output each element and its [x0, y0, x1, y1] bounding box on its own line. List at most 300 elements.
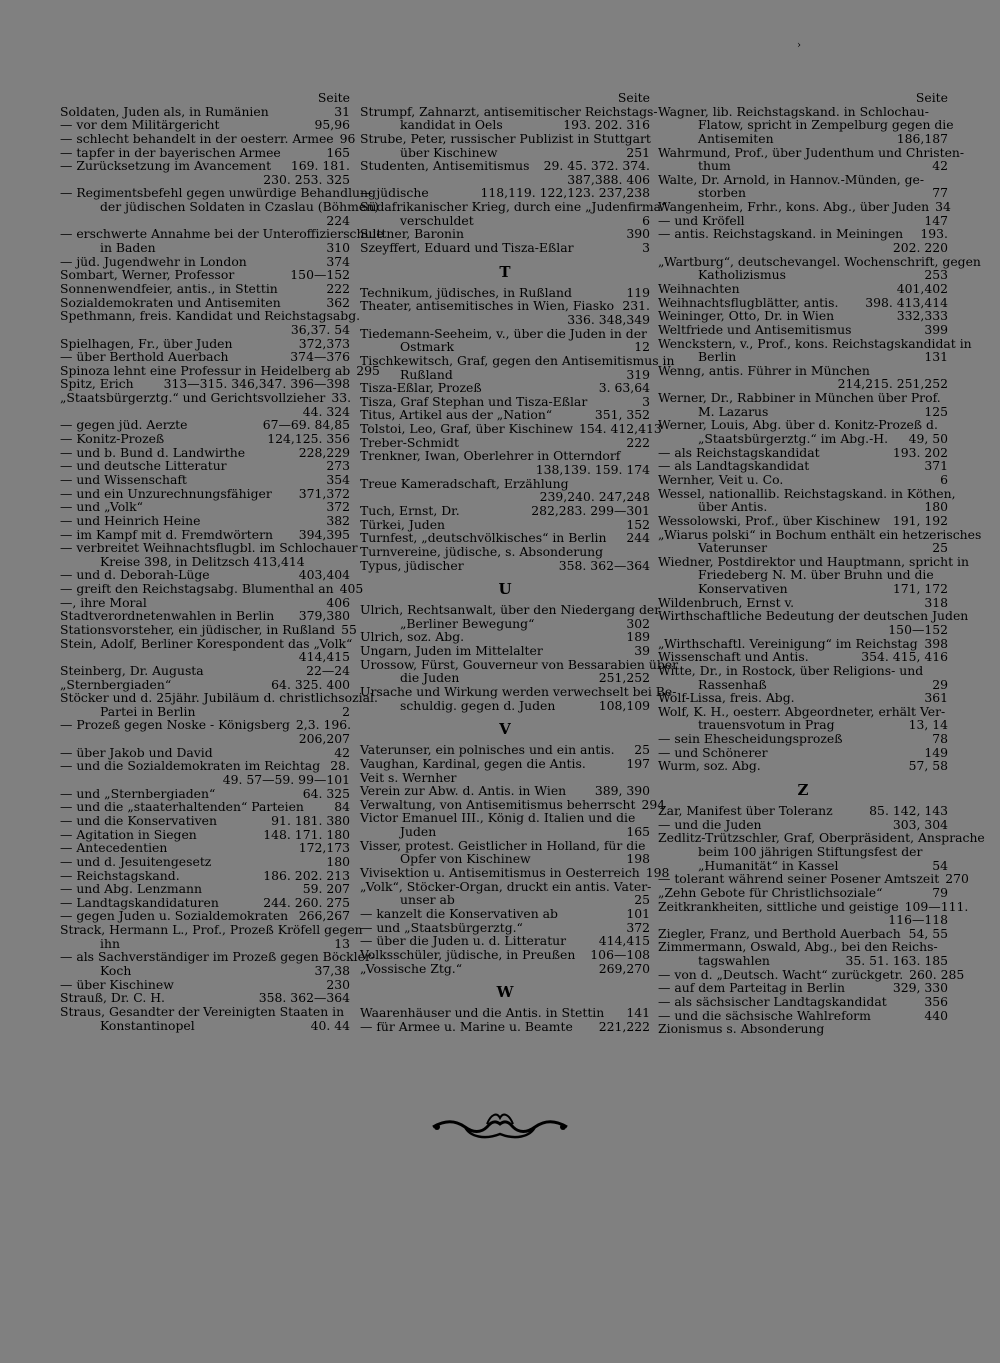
index-entry-text: — kanzelt die Konservativen ab	[360, 905, 558, 921]
index-entry-line	[658, 830, 985, 846]
index-entry-text: Tuch, Ernst, Dr.	[360, 502, 460, 518]
index-entry-line	[360, 118, 650, 132]
index-column-2	[360, 90, 679, 1034]
index-page-refs: 78	[932, 731, 948, 747]
index-entry-line	[658, 818, 948, 832]
index-page-refs: 244	[626, 530, 650, 546]
index-page-refs	[644, 811, 650, 825]
index-page-refs: 231.	[622, 298, 650, 314]
index-page-refs: 131	[924, 349, 948, 365]
index-page-refs: 230. 253. 325	[263, 171, 350, 187]
index-entry-line	[360, 381, 650, 395]
index-entry-text: Ursache und Wirkung werden verwechselt bei Be-	[360, 683, 677, 699]
index-entry-line	[360, 948, 650, 962]
index-entry-line	[60, 540, 358, 556]
index-page-refs: 186,187	[896, 130, 948, 146]
index-entry-text: Wagner, lib. Reichstagskand. in Schlochau-	[658, 103, 929, 119]
index-page-refs: 260. 285	[909, 966, 965, 982]
index-page-refs: 318	[924, 594, 948, 610]
index-entry-text: Wolf, K. H., oesterr. Abgeordneter, erhält Ver-	[658, 703, 946, 719]
index-entry-line	[60, 391, 350, 405]
index-page-refs: 36,37. 54	[290, 321, 350, 337]
index-page-refs: 29	[932, 676, 948, 692]
index-page-refs: 13, 14	[908, 717, 948, 733]
index-entry-line	[60, 418, 350, 432]
index-entry-line	[60, 705, 350, 719]
index-page-refs: 310	[326, 240, 350, 256]
index-entry-text: — Konitz-Prozeß	[60, 431, 165, 447]
index-entry-line	[658, 309, 948, 323]
index-page-continuation	[658, 377, 948, 391]
index-page-refs: 399	[924, 321, 948, 337]
index-entry-line	[360, 893, 650, 907]
index-entry-text: — und Wissenschaft	[60, 471, 187, 487]
section-letter-heading: W	[496, 983, 514, 1002]
index-entry-text: „Vossische Ztg.“	[360, 960, 463, 976]
index-page-refs: 193.	[920, 226, 948, 242]
index-entry-text: — tapfer in der bayerischen Armee	[60, 144, 281, 160]
index-entry-line	[658, 335, 972, 351]
index-entry-text: Sozialdemokraten und Antisemiten	[60, 294, 281, 310]
index-page-refs	[942, 105, 948, 119]
index-entry-line	[60, 787, 350, 801]
index-page-continuation	[60, 732, 350, 746]
index-page-refs: 172,173	[298, 840, 350, 856]
index-entry-line	[60, 937, 350, 951]
index-entry-line	[60, 678, 350, 692]
index-page-continuation	[60, 405, 350, 419]
index-entry-line	[60, 828, 350, 842]
index-page-refs: 150—152	[888, 621, 948, 637]
index-entry-text: — als Reichstagskandidat	[658, 444, 820, 460]
index-entry-text: die Juden	[400, 670, 460, 686]
index-entry-line	[658, 886, 948, 900]
index-entry-line	[658, 459, 948, 473]
index-entry-line	[360, 784, 650, 798]
index-entry-text: beim 100 jährigen Stiftungsfest der	[698, 843, 923, 859]
index-page-refs: 33.	[331, 390, 352, 406]
index-entry-text: — sein Ehescheidungsprozeß	[658, 731, 843, 747]
index-entry-line	[60, 500, 350, 514]
index-entry-line	[60, 432, 350, 446]
index-entry-text: Weininger, Otto, Dr. in Wien	[658, 308, 835, 324]
index-page-refs: 119	[626, 284, 650, 300]
index-entry-text: Zionismus s. Absonderung	[658, 1021, 825, 1037]
index-entry-line	[360, 671, 650, 685]
index-page-refs: 198	[626, 851, 650, 867]
index-entry-text: Spielhagen, Fr., über Juden	[60, 335, 233, 351]
index-entry-line	[360, 449, 650, 463]
index-page-refs: 336. 348,349	[567, 311, 650, 327]
index-entry-text: Verwaltung, von Antisemitismus beherrscht	[360, 796, 636, 812]
column-header-seite: Seite	[617, 90, 650, 105]
index-page-refs: 189	[626, 629, 650, 645]
section-letter-heading: Z	[797, 781, 809, 800]
index-page-refs: 54	[932, 857, 948, 873]
index-entry-line	[60, 555, 350, 569]
index-entry-text: — und Kröfell	[658, 212, 745, 228]
index-entry-line	[360, 921, 650, 935]
index-entry-text: — und „Volk“	[60, 499, 143, 515]
index-entry-text: Partei in Berlin	[100, 703, 196, 719]
index-page-refs: 403,404	[298, 567, 350, 583]
index-page-refs: 147	[924, 212, 948, 228]
index-entry-line	[658, 927, 948, 941]
index-entry-text: Opfer von Kischinew	[400, 851, 531, 867]
index-entry-text: Vivisektion u. Antisemitismus in Oesterreich	[360, 865, 640, 881]
index-entry-line	[658, 405, 948, 419]
index-entry-text: „Staatsbürgerztg.“ im Abg.-H.	[698, 431, 889, 447]
index-entry-line	[60, 362, 380, 378]
index-entry-text: — als sächsischer Landtagskandidat	[658, 994, 887, 1009]
index-entry-text: kandidat in Oels	[400, 117, 503, 133]
index-entry-text: unser ab	[400, 892, 455, 908]
index-page-refs	[942, 173, 948, 187]
index-entry-text: — auf dem Parteitag in Berlin	[658, 980, 845, 996]
index-page-refs: 40. 44	[310, 1017, 350, 1033]
index-entry-text: schuldig. gegen d. Juden	[400, 697, 556, 713]
index-entry-line	[360, 630, 650, 644]
index-page-continuation	[360, 173, 650, 187]
index-page-refs: 124,125. 356	[267, 431, 350, 447]
index-entry-text: — und d. Jesuitengesetz	[60, 853, 212, 869]
index-entry-text: Walte, Dr. Arnold, in Hannov.-Münden, ge-	[658, 171, 925, 187]
index-entry-text: Wessel, nationallib. Reichstagskand. in Köthen,	[658, 485, 956, 501]
index-entry-text: Türkei, Juden	[360, 516, 446, 532]
index-entry-line	[658, 746, 948, 760]
index-entry-line	[658, 253, 981, 269]
index-page-refs	[942, 391, 948, 405]
index-entry-text: Konservativen	[698, 581, 788, 597]
index-entry-line	[360, 477, 650, 491]
index-entry-text: thum	[698, 158, 731, 174]
index-entry-line	[360, 656, 679, 672]
index-entry-line	[60, 964, 350, 978]
index-page-refs: 329, 330	[892, 980, 948, 996]
index-entry-line	[60, 255, 350, 269]
index-page-refs: 372	[326, 499, 350, 515]
section-letter-heading: T	[499, 262, 511, 281]
index-page-refs: 303, 304	[892, 816, 948, 832]
index-page-refs: 77	[932, 185, 948, 201]
index-page-refs: 228,229	[298, 444, 350, 460]
index-entry-line	[658, 514, 948, 528]
index-entry-line	[658, 432, 948, 446]
index-entry-text: Verein zur Abw. d. Antis. in Wien	[360, 783, 567, 799]
index-entry-line	[60, 105, 350, 119]
index-entry-line	[360, 771, 650, 785]
index-entry-line	[60, 241, 350, 255]
index-page-refs: 372,373	[298, 335, 350, 351]
index-entry-line	[658, 637, 948, 651]
index-entry-line	[360, 214, 650, 228]
index-entry-line	[360, 504, 650, 518]
index-entry-line	[360, 811, 650, 825]
index-page-refs	[644, 771, 650, 785]
index-page-refs	[647, 327, 653, 341]
index-entry-line	[60, 922, 363, 938]
index-entry-line	[658, 500, 948, 514]
index-entry-text: Strauß, Dr. C. H.	[60, 990, 165, 1006]
index-page-refs: 358. 362—364	[558, 557, 650, 573]
index-page-refs: 390	[626, 226, 650, 242]
index-entry-line	[60, 337, 350, 351]
index-entry-text: „Volk“, Stöcker-Organ, druckt ein antis. Vater-	[360, 878, 652, 894]
index-entry-text: Wahrmund, Prof., über Judenthum und Christen-	[658, 144, 965, 160]
index-page-refs: 13	[334, 935, 350, 951]
index-entry-line	[658, 391, 948, 405]
index-entry-text: — als Sachverständiger im Prozeß gegen Böckler-	[60, 949, 376, 965]
index-entry-text: Weihnachtsflugblätter, antis.	[658, 294, 839, 310]
index-page-refs	[945, 705, 951, 719]
index-entry-text: „Staatsbürgerztg.“ und Gerichtsvollzieher	[60, 390, 326, 406]
index-page-refs: 148. 171. 180	[263, 826, 350, 842]
index-entry-text: Rußland	[400, 366, 453, 382]
index-page-refs: 269,270	[598, 960, 650, 976]
index-column-1	[60, 90, 384, 1033]
index-entry-line	[360, 199, 668, 215]
index-entry-text: „Wartburg“, deutschevangel. Wochenschrift, gegen	[658, 253, 981, 269]
index-entry-line	[60, 635, 353, 651]
index-page-refs: 222	[626, 434, 650, 450]
index-entry-text: — und die Juden	[658, 816, 762, 832]
index-entry-text: Stöcker und d. 25jähr. Jubiläum d. christlichsozial.	[60, 690, 378, 706]
index-entry-text: — und Schönerer	[658, 744, 768, 760]
index-entry-line	[360, 743, 650, 757]
index-page-refs	[985, 831, 991, 845]
index-entry-line	[360, 699, 650, 713]
index-entry-line	[360, 395, 650, 409]
index-page-refs	[651, 880, 657, 894]
index-page-refs	[646, 839, 652, 853]
index-entry-text: trauensvotum in Prag	[698, 717, 835, 733]
index-entry-text: storben	[698, 185, 746, 201]
index-page-refs: 108,109	[598, 697, 650, 713]
index-entry-text: — und die Sozialdemokraten im Reichtag	[60, 758, 321, 774]
index-column-3	[658, 90, 985, 1037]
index-entry-text: Ulrich, Rechtsanwalt, über den Niedergang der	[360, 602, 661, 618]
index-entry-text: Tolstoi, Leo, Graf, über Kischinew	[360, 421, 573, 437]
index-entry-text: Werner, Dr., Rabbiner in München über Prof.	[658, 390, 941, 406]
index-entry-line	[658, 966, 965, 982]
index-entry-line	[658, 132, 948, 146]
index-entry-text: Turnfest, „deutschvölkisches“ in Berlin	[360, 530, 607, 546]
index-page-refs	[964, 146, 970, 160]
index-entry-text: — Prozeß gegen Noske - Königsberg	[60, 717, 290, 733]
index-entry-text: Wolf-Lissa, freis. Abg.	[658, 690, 795, 706]
index-entry-line	[360, 545, 650, 559]
index-entry-text: Spethmann, freis. Kandidat und Reichstagsabg.	[60, 308, 361, 324]
index-page-refs: 244. 260. 275	[263, 894, 350, 910]
index-entry-text: Waarenhäuser und die Antis. in Stettin	[360, 1005, 605, 1021]
index-page-refs: 138,139. 159. 174	[535, 462, 650, 478]
index-entry-line	[658, 650, 948, 664]
index-entry-text: — jüdische	[360, 185, 429, 201]
index-page-refs: 59. 207	[302, 881, 350, 897]
index-page-refs: 251	[626, 144, 650, 160]
index-entry-line	[658, 845, 948, 859]
index-page-refs: 125	[924, 403, 948, 419]
index-entry-text: Spitz, Erich	[60, 376, 134, 392]
index-entry-text: Soldaten, Juden als, in Rumänien	[60, 103, 269, 119]
index-page-refs: 152	[626, 516, 650, 532]
index-page-refs: 171, 172	[892, 581, 948, 597]
index-page-refs	[644, 545, 650, 559]
index-entry-line	[360, 132, 650, 146]
index-entry-text: „Berliner Bewegung“	[400, 615, 535, 631]
index-entry-line	[60, 896, 350, 910]
index-entry-text: Tisza, Graf Stephan und Tisza-Eßlar	[360, 393, 588, 409]
index-entry-line	[658, 705, 948, 719]
index-entry-line	[360, 880, 650, 894]
index-page-continuation	[60, 650, 350, 664]
index-page-refs: 31	[334, 103, 350, 119]
index-entry-line	[658, 954, 948, 968]
index-page-refs: 67—69. 84,85	[262, 417, 350, 433]
index-entry-line	[360, 907, 650, 921]
index-entry-line	[60, 746, 350, 760]
index-page-refs: 28.	[330, 758, 350, 774]
index-entry-text: Visser, protest. Geistlicher in Holland, für die	[360, 837, 646, 853]
index-entry-line	[658, 608, 969, 624]
index-page-refs	[942, 940, 948, 954]
index-entry-text: Turnvereine, jüdische, s. Absonderung	[360, 543, 604, 559]
index-page-refs: 266,267	[298, 908, 350, 924]
index-entry-line	[658, 473, 948, 487]
index-entry-line	[60, 528, 350, 542]
index-entry-text: — schlecht behandelt in der oesterr. Armee	[60, 130, 334, 146]
index-entry-line	[60, 664, 350, 678]
index-page-refs: 294	[641, 796, 666, 812]
index-entry-text: Wirthschaftliche Bedeutung der deutschen Juden	[658, 608, 969, 624]
index-entry-text: Friedeberg N. M. über Bruhn und die	[698, 567, 934, 583]
index-entry-text: Rassenhaß	[698, 676, 767, 692]
index-entry-text: — Landtagskandidaturen	[60, 894, 219, 910]
index-page-refs: 401,402	[896, 280, 948, 296]
index-entry-line	[658, 678, 948, 692]
index-entry-text: Katholizismus	[698, 267, 786, 283]
index-entry-line	[658, 859, 948, 873]
index-entry-text: Studenten, Antisemitismus	[360, 158, 530, 174]
index-page-refs: 371,372	[298, 485, 350, 501]
index-page-continuation	[360, 463, 650, 477]
index-entry-line	[658, 732, 948, 746]
index-entry-text: — jüd. Jugendwehr in London	[60, 253, 247, 269]
index-page-refs: 154. 412,413	[578, 421, 662, 437]
index-entry-text: — erschwerte Annahme bei der Unteroffizierschule	[60, 226, 384, 242]
index-page-refs	[981, 528, 987, 542]
index-page-refs: 25	[634, 892, 650, 908]
index-entry-line	[60, 199, 380, 215]
index-page-refs: 42	[334, 744, 350, 760]
index-page-refs: 49. 57—59. 99—101	[222, 772, 350, 788]
index-page-refs: 253	[924, 267, 948, 283]
index-page-refs: 414,415	[598, 933, 650, 949]
index-entry-line	[658, 117, 954, 133]
index-page-refs: 149	[924, 744, 948, 760]
index-page-continuation	[658, 241, 948, 255]
index-entry-line	[658, 364, 948, 378]
index-entry-text: Weihnachten	[658, 280, 740, 296]
index-page-refs: 54, 55	[908, 925, 948, 941]
index-entry-line	[60, 130, 356, 146]
index-entry-text: — und die Konservativen	[60, 812, 217, 828]
index-entry-line	[658, 718, 948, 732]
index-page-refs: 79	[932, 884, 948, 900]
index-entry-line	[60, 118, 350, 132]
index-entry-line	[60, 1019, 350, 1033]
index-entry-line	[658, 596, 948, 610]
index-entry-text: Vaterunser	[698, 540, 768, 556]
index-entry-text: Antisemiten	[698, 130, 774, 146]
index-page-refs: 214,215. 251,252	[837, 376, 948, 392]
index-entry-text: Stadtverordnetenwahlen in Berlin	[60, 608, 275, 624]
index-page-refs: 398. 413,414	[865, 294, 948, 310]
index-page-refs: 186. 202. 213	[263, 867, 350, 883]
index-page-refs: 332,333	[896, 308, 948, 324]
index-entry-line	[658, 582, 948, 596]
index-entry-line	[60, 882, 350, 896]
index-entry-text: Juden	[400, 824, 437, 840]
index-entry-line	[60, 377, 350, 391]
index-entry-line	[360, 757, 650, 771]
index-entry-text: — und b. Bund d. Landwirthe	[60, 444, 246, 460]
index-entry-text: Theater, antisemitisches in Wien, Fiasko	[360, 298, 615, 314]
index-page-refs: 22—24	[306, 662, 350, 678]
index-page-refs: 165	[326, 144, 350, 160]
index-page-refs: 64. 325. 400	[271, 676, 350, 692]
index-entry-line	[658, 446, 948, 460]
index-entry-text: — als Landtagskandidat	[658, 458, 810, 474]
index-entry-text: Wernher, Veit u. Co.	[658, 471, 784, 487]
index-entry-line	[360, 186, 650, 200]
index-page-refs	[942, 845, 948, 859]
index-entry-text: Südafrikanischer Krieg, durch eine „Judenfirma“	[360, 199, 668, 215]
index-page-refs: 406	[326, 594, 350, 610]
index-entry-text: Strack, Hermann L., Prof., Prozeß Kröfell gegen	[60, 922, 363, 938]
index-entry-text: Ungarn, Juden im Mittelalter	[360, 643, 543, 659]
index-entry-line	[60, 1005, 350, 1019]
index-entry-text: — und deutsche Litteratur	[60, 458, 227, 474]
index-entry-text: Berlin	[698, 349, 737, 365]
index-page-refs	[644, 477, 650, 491]
index-page-refs: 387,388. 406	[567, 171, 650, 187]
index-page-refs	[942, 1022, 948, 1036]
index-entry-text: „Humanität“ in Kassel	[698, 857, 839, 873]
index-page-refs: 191, 192	[892, 512, 948, 528]
index-entry-line	[60, 909, 350, 923]
index-entry-line	[60, 226, 384, 242]
index-page-refs: 180	[924, 499, 948, 515]
index-entry-text: — gegen jüd. Aerzte	[60, 417, 188, 433]
index-page-refs: 25	[634, 742, 650, 758]
index-page-refs: 222	[326, 280, 350, 296]
index-page-refs: 44. 324	[302, 403, 350, 419]
index-entry-text: — verbreitet Weihnachtsflugbl. im Schlochauer	[60, 540, 358, 556]
index-entry-line	[658, 159, 948, 173]
index-entry-line	[360, 159, 650, 173]
index-entry-line	[60, 487, 350, 501]
index-entry-line	[60, 718, 350, 732]
index-entry-text: —, ihre Moral	[60, 594, 147, 610]
index-page-refs: 3	[642, 240, 650, 256]
index-page-refs: 224	[326, 212, 350, 228]
index-entry-text: — Antecedentien	[60, 840, 168, 856]
index-entry-text: Weltfriede und Antisemitismus	[658, 321, 852, 337]
index-page-refs: 273	[326, 458, 350, 474]
index-entry-text: Suttner, Baronin	[360, 226, 464, 242]
index-entry-line	[658, 350, 948, 364]
